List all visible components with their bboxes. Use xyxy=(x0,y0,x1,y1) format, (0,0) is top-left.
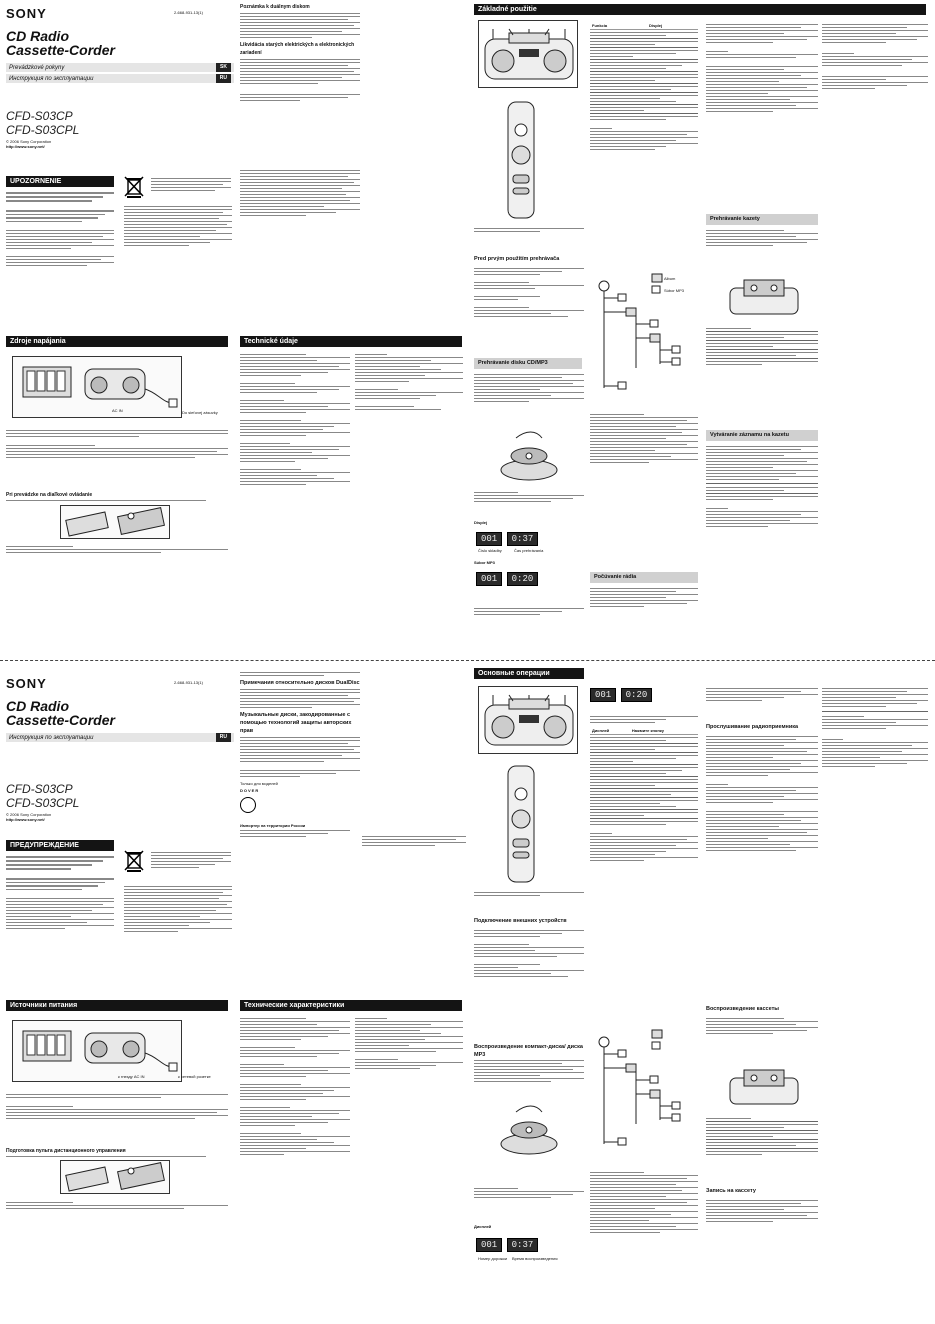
remote-control-icon xyxy=(500,100,542,220)
connect-heading: Подключение внешних устройств xyxy=(474,918,567,924)
boombox-icon xyxy=(479,687,579,755)
function-table xyxy=(590,22,698,152)
cd-display-box xyxy=(476,1234,538,1252)
player-front-diagram xyxy=(478,686,578,754)
player-front-diagram xyxy=(478,20,578,88)
specs-text-col2 xyxy=(355,1016,463,1071)
only-for-models: Только для моделей xyxy=(240,781,278,786)
doc-code: 2-668-931-13(1) xyxy=(174,680,203,685)
slovak-manual-page xyxy=(0,0,935,660)
disc-icon xyxy=(496,430,562,486)
language-label: Инструкция по эксплуатации xyxy=(9,75,94,82)
recycle-text xyxy=(151,850,231,870)
cd-display-label: Displej xyxy=(474,520,488,525)
remote-control-icon xyxy=(500,764,542,884)
dualdisc-text xyxy=(240,13,360,38)
cd-step3 xyxy=(474,490,584,504)
tape-play-heading: Prehrávanie kazety xyxy=(706,214,818,225)
time-caption: Время воспроизведения xyxy=(512,1256,558,1261)
mp3-notes xyxy=(590,1170,698,1235)
model-name: CFD-S03CPL xyxy=(6,123,80,137)
recycle-body-text xyxy=(124,204,232,248)
doc-code: 2-668-931-13(1) xyxy=(174,10,203,15)
remote-battery-text xyxy=(6,1200,228,1211)
remote-text xyxy=(6,498,206,503)
mp3-notes xyxy=(590,412,698,465)
time-caption: Čas prehrávania xyxy=(514,548,544,553)
remote-battery-illustration xyxy=(60,505,170,539)
tape-table xyxy=(706,1116,818,1157)
language-row-ru[interactable] xyxy=(6,74,234,83)
language-label: Prevádzkové pokyny xyxy=(9,64,65,71)
cd-insert-illustration xyxy=(496,430,562,486)
boombox-icon xyxy=(13,357,183,419)
safety-text xyxy=(240,168,360,218)
record-heading: Vytváranie záznamu na kazetu xyxy=(706,430,818,441)
intro-text xyxy=(240,672,360,676)
specs-text-col2 xyxy=(355,352,463,412)
folder-icon xyxy=(596,1024,696,1164)
specs-text-col1 xyxy=(240,1016,350,1157)
russian-manual-page xyxy=(0,664,935,1324)
dover-logo: DOVER xyxy=(240,788,260,793)
wall-outlet-label: Do sieťovej zásuvky xyxy=(182,410,218,415)
notes-column xyxy=(240,664,468,1324)
cd-notes xyxy=(474,606,584,617)
cd-display-box xyxy=(476,528,538,546)
model-name: CFD-S03CP xyxy=(6,782,73,796)
product-title-line2: Cassette-Corder xyxy=(6,712,115,728)
play-time-readout: 0:37 xyxy=(507,532,539,546)
model-name: CFD-S03CP xyxy=(6,109,73,123)
connect-heading: Pred prvým použitím prehrávača xyxy=(474,256,560,262)
certification-mark-icon xyxy=(240,797,256,813)
cassette-insert-illustration xyxy=(724,1064,804,1110)
table-header-action: Нажмите кнопку xyxy=(630,727,698,735)
radio-heading: Počúvanie rádia xyxy=(590,572,698,583)
product-title-line1: CD Radio xyxy=(6,28,69,44)
copyright: © 2006 Sony Corporation xyxy=(6,812,52,817)
website-link[interactable]: http://www.sony.net/ xyxy=(6,144,45,149)
warning-heading: UPOZORNENIE xyxy=(6,176,114,187)
importer-label: Импортер на территории России xyxy=(240,823,306,828)
copyright-disc-title: Likvidácia starých elektrických a elektronických zariadení xyxy=(240,42,355,56)
page-divider xyxy=(0,660,935,661)
mp3-file-legend: Súbor MP3 xyxy=(664,288,685,293)
diagram-notes xyxy=(474,890,584,898)
disc-icon xyxy=(496,1104,562,1160)
cassette-insert-illustration xyxy=(724,274,804,320)
track-caption: Číslo skladby xyxy=(478,548,502,553)
copyright: © 2006 Sony Corporation xyxy=(6,139,52,144)
copyright-disc-text xyxy=(240,59,360,101)
track-caption: Номер дорожки xyxy=(478,1256,508,1261)
dualdisc-heading: Примечания относительно дисков DualDisc xyxy=(240,680,360,686)
language-row-ru[interactable] xyxy=(6,733,234,742)
power-illustration xyxy=(12,356,182,418)
mp3-display-box xyxy=(476,568,538,586)
connect-text xyxy=(474,928,584,979)
mp3-continued-text xyxy=(706,686,818,703)
remote-heading: Pri prevádzke na diaľkové ovládanie xyxy=(6,492,93,498)
cd-play-heading: Prehrávanie disku CD/MP3 xyxy=(474,358,582,369)
basic-ops-heading: Základné použitie xyxy=(474,4,926,15)
dualdisc-heading: Poznámka k duálnym diskom xyxy=(240,4,310,10)
play-time-readout: 0:37 xyxy=(507,1238,539,1252)
tape-steps xyxy=(706,228,818,248)
cd-play-heading: Воспроизведение компакт-диска/ диска MP3 xyxy=(474,1044,583,1058)
crossed-out-bin-icon xyxy=(124,850,144,872)
cover-column xyxy=(6,664,234,1324)
warning-text xyxy=(6,854,114,931)
album-legend: Album xyxy=(664,276,676,281)
boombox-icon xyxy=(479,21,579,89)
music-disc-heading: Музыкальные диски, закодированные с помощью технологий защиты авторских прав xyxy=(240,712,352,734)
language-code: SK xyxy=(216,63,231,72)
recycle-body-text xyxy=(124,884,232,934)
power-illustration xyxy=(12,1020,182,1082)
cd-insert-illustration xyxy=(496,1104,562,1160)
importer-text xyxy=(240,830,350,837)
recycle-text xyxy=(151,176,231,193)
model-list xyxy=(6,109,231,137)
specs-heading: Технические характеристики xyxy=(240,1000,462,1011)
wall-outlet-label: к сетевой розетке xyxy=(178,1074,211,1079)
remote-battery-illustration xyxy=(60,1160,170,1194)
tape-table xyxy=(706,326,818,367)
specs-text-col1 xyxy=(240,352,350,487)
brand-logo: SONY xyxy=(6,676,47,691)
language-list xyxy=(6,733,234,742)
album-number-readout: 001 xyxy=(476,572,502,586)
language-code: RU xyxy=(216,733,231,742)
product-title-line1: CD Radio xyxy=(6,698,69,714)
power-text xyxy=(6,428,228,460)
specs-heading: Technické údaje xyxy=(240,336,462,347)
music-disc-text xyxy=(240,737,360,777)
language-list xyxy=(6,63,234,83)
remote-control-diagram xyxy=(500,100,542,220)
copyright-disc-heading xyxy=(240,41,360,57)
ac-in-label: к гнезду AC IN xyxy=(118,1074,145,1079)
crossed-out-bin-icon xyxy=(124,176,144,198)
diagram-notes xyxy=(474,226,584,234)
cd-step3 xyxy=(474,1186,584,1200)
website-link[interactable]: http://www.sony.net/ xyxy=(6,817,45,822)
mp3-display-label: Súbor MP3 xyxy=(474,560,495,565)
warning-text xyxy=(6,190,114,268)
top-right-edge-text xyxy=(822,22,928,91)
mp3-display-box xyxy=(590,684,652,702)
basic-ops-heading: Основные операции xyxy=(474,668,584,679)
ac-in-label: AC IN xyxy=(112,408,123,413)
model-list xyxy=(6,782,234,810)
tape-play-heading: Воспроизведение кассеты xyxy=(706,1006,779,1012)
product-title-line2: Cassette-Corder xyxy=(6,42,115,58)
power-text xyxy=(6,1092,228,1121)
album-number-readout: 001 xyxy=(590,688,616,702)
track-number-readout: 001 xyxy=(476,532,502,546)
brand-logo: SONY xyxy=(6,6,47,21)
record-continued-text xyxy=(822,686,928,769)
function-table xyxy=(590,714,698,863)
boombox-icon xyxy=(13,1021,183,1083)
record-heading: Запись на кассету xyxy=(706,1188,756,1194)
remote-heading: Подготовка пульта дистанционного управления xyxy=(6,1148,126,1154)
mp3-time-readout: 0:20 xyxy=(621,688,653,702)
dualdisc-text xyxy=(240,689,360,708)
safety-text xyxy=(362,834,466,848)
mp3-time-readout: 0:20 xyxy=(507,572,539,586)
tape-steps xyxy=(706,1016,818,1036)
cd-steps xyxy=(474,372,584,404)
cd-display-label: Дисплей xyxy=(474,1224,492,1229)
radio-heading: Прослушивание радиоприемника xyxy=(706,724,799,730)
record-steps xyxy=(706,444,818,529)
record-steps xyxy=(706,1198,818,1224)
table-header-display: Funkcia xyxy=(590,22,647,30)
table-header-display: Дисплей xyxy=(590,727,630,735)
model-name: CFD-S03CPL xyxy=(6,796,80,810)
mp3-folder-tree xyxy=(596,1024,696,1164)
language-row-sk[interactable] xyxy=(6,63,234,72)
cover-column xyxy=(6,0,231,660)
power-heading: Источники питания xyxy=(6,1000,228,1011)
remote-control-diagram xyxy=(500,764,542,884)
track-number-readout: 001 xyxy=(476,1238,502,1252)
warning-heading: ПРЕДУПРЕЖДЕНИЕ xyxy=(6,840,114,851)
connect-text xyxy=(474,266,584,319)
remote-battery-text xyxy=(6,544,228,555)
radio-steps xyxy=(590,586,698,609)
language-label: Инструкция по эксплуатации xyxy=(9,734,94,741)
cd-steps xyxy=(474,1058,584,1084)
table-header-action: Displej xyxy=(647,22,698,30)
language-code: RU xyxy=(216,74,231,83)
notes-column xyxy=(240,0,468,660)
power-heading: Zdroje napájania xyxy=(6,336,228,347)
radio-steps xyxy=(706,734,818,853)
remote-text xyxy=(6,1154,206,1159)
radio-continued-text xyxy=(706,22,818,114)
